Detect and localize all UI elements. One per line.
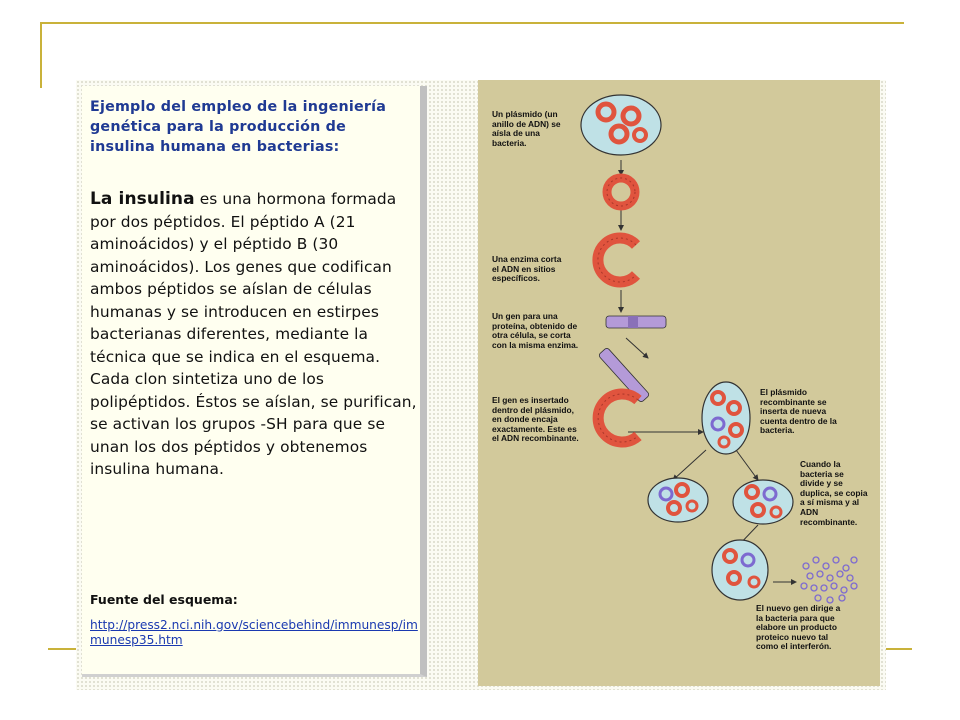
diagram-label-insertion: El gen es insertado dentro del plásmido, en donde encaja exactamente. Este es el ADN recombinante. bbox=[492, 395, 579, 444]
insulin-description bbox=[90, 188, 418, 481]
source-label: Fuente del esquema: bbox=[90, 592, 238, 607]
protein-producing-bacterium-icon bbox=[712, 540, 768, 600]
diagram-label-protein: El nuevo gen dirige a la bacteria para que elabore un producto proteico nuevo tal como el interferón. bbox=[756, 603, 841, 652]
insulin-lead: La insulina bbox=[90, 189, 195, 209]
dividing-bacterium-right-icon bbox=[733, 480, 793, 524]
recombinant-dna-diagram bbox=[478, 80, 880, 686]
diagram-label-enzyme: Una enzima corta el ADN en sitios específicos. bbox=[492, 254, 562, 284]
gene-segment-icon bbox=[598, 316, 666, 403]
diagram-label-gene: Un gen para una proteína, obtenido de otra célula, se corta con la misma enzima. bbox=[492, 311, 579, 350]
panel-heading: Ejemplo del empleo de la ingeniería genética para la producción de insulina humana en bacterias: bbox=[90, 99, 387, 155]
diagram-label-plasmid: Un plásmido (un anillo de ADN) se aísla de una bacteria. bbox=[492, 109, 561, 148]
plasmid-icon bbox=[607, 178, 635, 206]
recombinant-plasmid-icon bbox=[598, 394, 638, 442]
diagram-label-division: Cuando la bacteria se divide y se duplica, se copia a sí misma y al ADN recombinante. bbox=[800, 459, 868, 527]
cut-plasmid-icon bbox=[598, 238, 636, 282]
diagram-graphics bbox=[478, 80, 880, 686]
left-accent-line bbox=[40, 22, 42, 88]
diagram-label-recombinant: El plásmido recombinante se inserta de nueva cuenta dentro de la bacteria. bbox=[760, 387, 837, 436]
protein-product-icon bbox=[801, 557, 857, 603]
dividing-bacterium-left-icon bbox=[648, 478, 708, 522]
source-link[interactable]: http://press2.nci.nih.gov/sciencebehind/immunesp/immunesp35.htm bbox=[90, 618, 418, 647]
insulin-body: es una hormona formada por dos péptidos. El péptido A (21 aminoácidos) y el péptido B (30 aminoácidos). Los genes que codifican ambos péptidos se aíslan de células humanas y se introducen en estirpes bacterianas diferentes, mediante la técnica que se indica en el esquema. Cada clon sintetiza uno de los polipéptidos. Éstos se aíslan, se purifican, se activan los grupos -SH para que se unan los dos péptidos y obtenemos insulina humana. bbox=[90, 190, 417, 478]
top-accent-line bbox=[40, 22, 904, 24]
recombinant-bacterium-icon bbox=[702, 382, 750, 454]
bacterium-icon bbox=[581, 95, 661, 155]
